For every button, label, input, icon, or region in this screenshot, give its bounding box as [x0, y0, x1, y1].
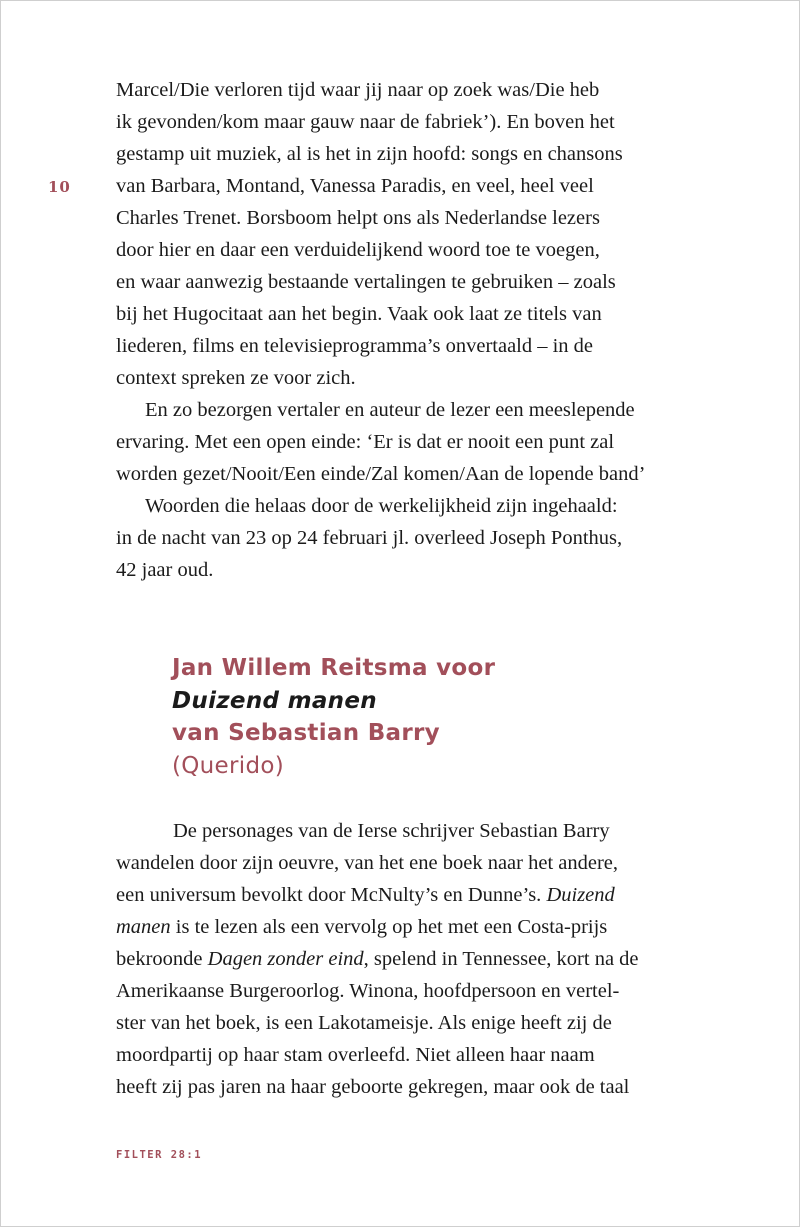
book-title: Duizend manen — [172, 687, 377, 714]
journal-footer: FILTER 28:1 — [116, 1149, 203, 1161]
text-line: De personages van de Ierse schrijver Sebastian Barry — [173, 820, 610, 842]
text-line: worden gezet/Nooit/Een einde/Zal komen/Aan de lopende band’ — [116, 463, 646, 485]
text-line — [116, 911, 686, 943]
text-line: ster van het boek, is een Lakotameisje. Als enige heeft zij de — [116, 1012, 612, 1034]
publisher: (Querido) — [172, 752, 284, 779]
text-line: wandelen door zijn oeuvre, van het ene boek naar het andere, — [116, 852, 619, 874]
text-line: Amerikaanse Burgeroorlog. Winona, hoofdpersoon en vertel- — [116, 980, 620, 1002]
review-heading — [172, 652, 495, 782]
text-line: gestamp uit muziek, al is het in zijn hoofd: songs en chansons — [116, 143, 623, 165]
text-segment: , spelend in Tennessee, kort na de — [363, 948, 639, 970]
text-line — [116, 879, 686, 911]
text-line: 42 jaar oud. — [116, 559, 214, 581]
text-line: ervaring. Met een open einde: ‘Er is dat er nooit een punt zal — [116, 431, 615, 453]
book-title-italic: manen — [116, 916, 171, 938]
text-segment: bekroonde — [116, 948, 203, 970]
text-line: van Barbara, Montand, Vanessa Paradis, en veel, heel veel — [116, 175, 594, 197]
text-segment: een universum bevolkt door McNulty’s en Dunne’s. — [116, 884, 542, 906]
text-line: moordpartij op haar stam overleefd. Niet alleen haar naam — [116, 1044, 595, 1066]
text-line: door hier en daar een verduidelijkend woord toe te voegen, — [116, 239, 600, 261]
text-line: bij het Hugocitaat aan het begin. Vaak ook laat ze titels van — [116, 303, 602, 325]
book-author: van Sebastian Barry — [172, 720, 440, 746]
text-line: en waar aanwezig bestaande vertalingen te gebruiken – zoals — [116, 271, 616, 293]
text-line — [116, 943, 686, 975]
book-title-italic: Dagen zonder eind — [207, 948, 364, 970]
review-continuation — [116, 74, 686, 586]
review-body — [116, 815, 686, 1103]
text-line: heeft zij pas jaren na haar geboorte gekregen, maar ook de taal — [116, 1076, 630, 1098]
text-line: in de nacht van 23 op 24 februari jl. overleed Joseph Ponthus, — [116, 527, 623, 549]
text-line: ik gevonden/kom maar gauw naar de fabriek’). En boven het — [116, 111, 615, 133]
page-number: 10 — [48, 178, 71, 196]
text-line: Marcel/Die verloren tijd waar jij naar op zoek was/Die heb — [116, 79, 600, 101]
book-title-italic: Duizend — [546, 884, 615, 906]
text-line: Woorden die helaas door de werkelijkheid zijn ingehaald: — [145, 495, 618, 517]
text-line: Charles Trenet. Borsboom helpt ons als Nederlandse lezers — [116, 207, 600, 229]
text-segment: is te lezen als een vervolg op het met een Costa-prijs — [175, 916, 608, 938]
text-line: En zo bezorgen vertaler en auteur de lezer een meeslepende — [145, 399, 635, 421]
text-line: context spreken ze voor zich. — [116, 367, 356, 389]
text-line: liederen, films en televisieprogramma’s onvertaald – in de — [116, 335, 594, 357]
reviewer-name: Jan Willem Reitsma voor — [172, 655, 496, 681]
